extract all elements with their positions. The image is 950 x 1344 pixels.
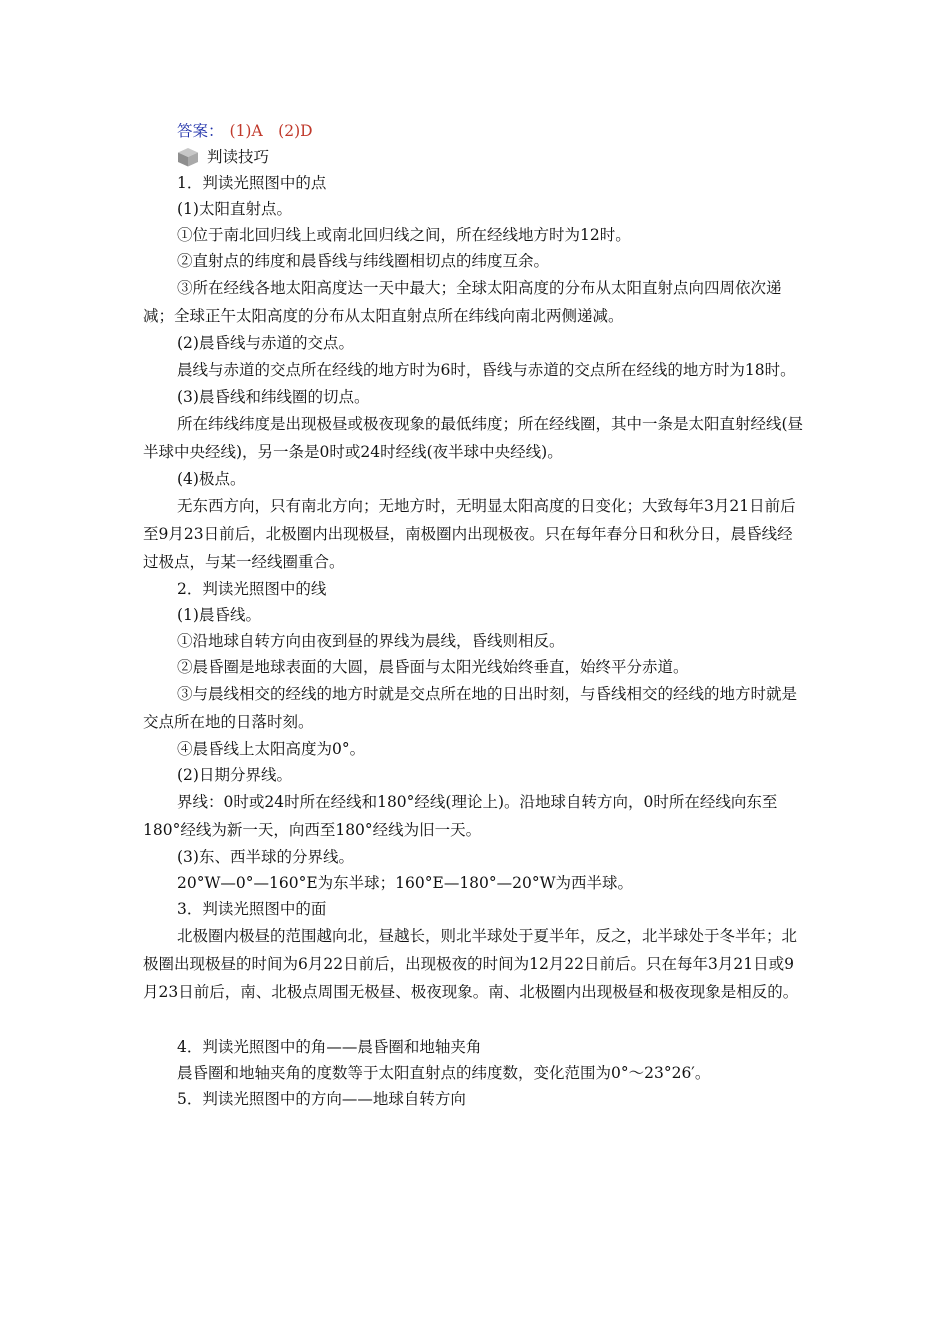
paragraph: ③与晨线相交的经线的地方时就是交点所在地的日出时刻，与昏线相交的经线的地方时就是交点所在地的日落时刻。 bbox=[143, 685, 798, 731]
document-content bbox=[143, 118, 808, 1112]
text-line: (4)极点。 bbox=[177, 470, 246, 488]
text-line: (3)晨昏线和纬线圈的切点。 bbox=[177, 388, 370, 406]
section-heading bbox=[143, 144, 808, 170]
text-line: ①位于南北回归线上或南北回归线之间，所在经线地方时为12时。 bbox=[177, 226, 631, 244]
text-line: ②直射点的纬度和晨昏线与纬线圈相切点的纬度互余。 bbox=[177, 252, 550, 270]
spacer bbox=[143, 1006, 808, 1034]
answer-label: 答案： bbox=[177, 122, 224, 140]
section-title: 判读技巧 bbox=[207, 148, 270, 166]
document-body bbox=[143, 170, 808, 1112]
subsection-heading: 4．判读光照图中的角——晨昏圈和地轴夹角 bbox=[177, 1038, 482, 1056]
subsection-heading: 5．判读光照图中的方向——地球自转方向 bbox=[177, 1090, 466, 1108]
subsection-heading: 1．判读光照图中的点 bbox=[177, 174, 327, 192]
answer-line bbox=[143, 118, 808, 144]
text-line: ④晨昏线上太阳高度为0°。 bbox=[177, 740, 366, 758]
subsection-heading: 3．判读光照图中的面 bbox=[177, 900, 327, 918]
paragraph: 晨线与赤道的交点所在经线的地方时为6时，昏线与赤道的交点所在经线的地方时为18时。 bbox=[177, 361, 796, 379]
answer-value: (1)A (2)D bbox=[229, 122, 313, 140]
text-line: 20°W—0°—160°E为东半球；160°E—180°—20°W为西半球。 bbox=[177, 874, 634, 892]
text-line: (2)日期分界线。 bbox=[177, 766, 292, 784]
text-line: (1)太阳直射点。 bbox=[177, 200, 292, 218]
paragraph: ③所在经线各地太阳高度达一天中最大；全球太阳高度的分布从太阳直射点向四周依次递减；全球正午太阳高度的分布从太阳直射点所在纬线向南北两侧递减。 bbox=[143, 279, 782, 325]
text-line: 晨昏圈和地轴夹角的度数等于太阳直射点的纬度数，变化范围为0°～23°26′。 bbox=[177, 1064, 711, 1082]
paragraph: 界线：0时或24时所在经线和180°经线(理论上)。沿地球自转方向，0时所在经线向东至180°经线为新一天，向西至180°经线为旧一天。 bbox=[143, 793, 778, 839]
paragraph: 北极圈内极昼的范围越向北，昼越长，则北半球处于夏半年，反之，北半球处于冬半年；北极圈出现极昼的时间为6月22日前后，出现极夜的时间为12月22日前后。只在每年3月21日或9月23日前后，南、北极点周围无极昼、极夜现象。南、北极圈内出现极昼和极夜现象是相反的。 bbox=[143, 927, 799, 1001]
text-line: (3)东、西半球的分界线。 bbox=[177, 848, 354, 866]
cube-icon bbox=[177, 147, 199, 167]
paragraph: 所在纬线纬度是出现极昼或极夜现象的最低纬度；所在经线圈，其中一条是太阳直射经线(昼半球中央经线)，另一条是0时或24时经线(夜半球中央经线)。 bbox=[143, 415, 804, 461]
text-line: ②晨昏圈是地球表面的大圆，晨昏面与太阳光线始终垂直，始终平分赤道。 bbox=[177, 658, 689, 676]
text-line: ①沿地球自转方向由夜到昼的界线为晨线，昏线则相反。 bbox=[177, 632, 565, 650]
text-line: (2)晨昏线与赤道的交点。 bbox=[177, 334, 354, 352]
subsection-heading: 2．判读光照图中的线 bbox=[177, 580, 327, 598]
paragraph: 无东西方向，只有南北方向；无地方时，无明显太阳高度的日变化；大致每年3月21日前后至9月23日前后，北极圈内出现极昼，南极圈内出现极夜。只在每年春分日和秋分日，晨昏线经过极点，与某一经线圈重合。 bbox=[143, 497, 796, 571]
text-line: (1)晨昏线。 bbox=[177, 606, 261, 624]
